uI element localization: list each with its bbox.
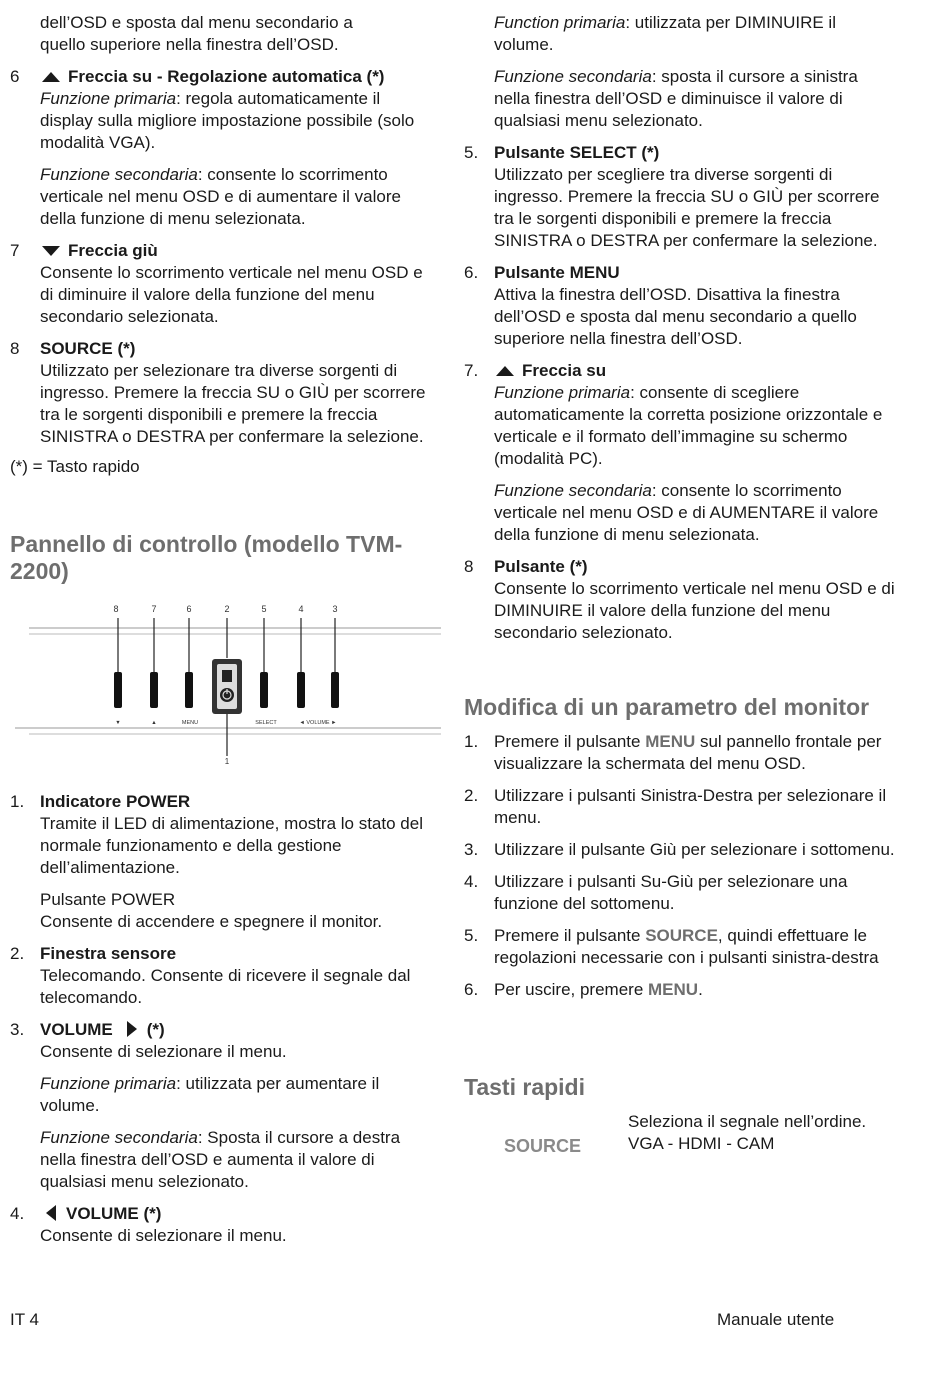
item-title: Freccia su xyxy=(522,361,607,380)
item-number: 4. xyxy=(464,872,479,891)
item-number: 6. xyxy=(464,980,479,999)
arrow-right-icon xyxy=(127,1021,137,1037)
diagram-number: 8 xyxy=(113,604,119,614)
step-highlight: MENU xyxy=(645,732,696,751)
item-title: Pulsante SELECT (*) xyxy=(494,143,660,162)
diagram-label: MENU xyxy=(181,720,199,726)
item-title: Indicatore POWER xyxy=(40,792,191,811)
step-text: , quindi effettuare le regolazioni necessarie con i pulsanti sinistra-destra xyxy=(494,926,879,967)
primary-function-label: Funzione primaria xyxy=(40,89,177,108)
item-number: 7 xyxy=(10,241,20,260)
item-text: Consente di selezionare il menu. xyxy=(40,1042,287,1061)
step-highlight: SOURCE xyxy=(645,926,718,945)
continued-text xyxy=(40,12,440,56)
secondary-function-label: Funzione secondaria xyxy=(494,67,652,86)
arrow-up-icon xyxy=(42,72,60,82)
diagram-number: 4 xyxy=(298,604,304,614)
diagram-number: 7 xyxy=(151,604,157,614)
secondary-function-text: : Sposta il cursore a destra nella finestra dell’OSD e aumenta il valore di qualsiasi menu selezionato. xyxy=(40,1128,401,1191)
step-item xyxy=(464,871,896,915)
item-text: Consente lo scorrimento verticale nel menu OSD e di diminuire il valore della funzione del menu secondario selezionata. xyxy=(40,263,423,326)
item-number: 1. xyxy=(464,732,479,751)
steps-list xyxy=(464,731,896,1011)
hotkey-row xyxy=(464,1111,896,1181)
diagram-label: SELECT xyxy=(255,720,277,726)
primary-function-text: : consente di scegliere automaticamente la corretta posizione orizzontale e verticale e il formato dell’immagine su schermo (modalità PC). xyxy=(494,383,883,468)
volume-right-button-shape xyxy=(331,672,339,708)
step-item xyxy=(464,839,896,861)
item-text: Consente lo scorrimento verticale nel menu OSD e di DIMINUIRE il valore della funzione del menu secondario selezionato. xyxy=(494,579,895,642)
item-title: Finestra sensore xyxy=(40,944,177,963)
item-text: Utilizzato per scegliere tra diverse sorgenti di ingresso. Premere la freccia SU o GIÙ per scorrere tra le sorgenti disponibili e premere la freccia SINISTRA o DESTRA per confermare la selezione. xyxy=(494,165,880,250)
hotkey-description: Seleziona il segnale nell’ordine. VGA - HDMI - CAM xyxy=(628,1112,867,1153)
diagram-label: ▼ xyxy=(115,720,121,726)
item-text: Telecomando. Consente di ricevere il segnale dal telecomando. xyxy=(40,966,411,1007)
secondary-function-text: : sposta il cursore a sinistra nella finestra dell’OSD e diminuisce il valore di qualsiasi menu selezionato. xyxy=(494,67,858,130)
item-text: Consente di selezionare il menu. xyxy=(40,1226,287,1245)
section-heading-modify: Modifica di un parametro del monitor xyxy=(464,694,870,720)
step-text: Premere il pulsante xyxy=(494,926,646,945)
primary-function-text: : regola automaticamente il display sulla migliore impostazione possibile (solo modalità VGA). xyxy=(40,89,415,152)
footer-title: Manuale utente xyxy=(717,1310,835,1329)
diagram-number: 5 xyxy=(261,604,267,614)
step-text: Utilizzare i pulsanti Sinistra-Destra per selezionare il menu. xyxy=(494,786,887,827)
step-item xyxy=(464,925,896,969)
section-heading-control-panel: Pannello di controllo (modello TVM-2200) xyxy=(10,531,403,584)
list-item-1 xyxy=(10,791,435,933)
source-key-label: SOURCE xyxy=(504,1136,582,1156)
step-text: Premere il pulsante xyxy=(494,732,646,751)
item-number: 6. xyxy=(464,263,479,282)
item-number: 3. xyxy=(10,1020,25,1039)
list-item-6 xyxy=(464,262,896,350)
primary-function-label: Function primaria xyxy=(494,13,626,32)
step-text: Per uscire, premere xyxy=(494,980,648,999)
item-title-suffix: (*) xyxy=(146,1020,165,1039)
text-line: dell’OSD e sposta dal menu secondario a xyxy=(40,13,353,32)
list-item-7 xyxy=(464,360,896,546)
page-number: IT 4 xyxy=(10,1310,39,1329)
step-item xyxy=(464,979,896,1001)
step-highlight: MENU xyxy=(648,980,699,999)
item-number: 6 xyxy=(10,67,20,86)
list-item-5 xyxy=(464,142,896,252)
secondary-function-text: : consente lo scorrimento verticale nel menu OSD e di aumentare il valore della funzione di menu selezionata. xyxy=(40,165,401,228)
item-title: VOLUME xyxy=(40,1020,113,1039)
step-text: . xyxy=(698,980,703,999)
primary-function-text: : utilizzata per DIMINUIRE il volume. xyxy=(494,13,836,54)
primary-function-label: Funzione primaria xyxy=(494,383,631,402)
hotkey-note: (*) = Tasto rapido xyxy=(10,457,140,476)
list-item-6 xyxy=(10,66,435,230)
item-text: Consente di accendere e spegnere il monitor. xyxy=(40,912,383,931)
item-title: VOLUME (*) xyxy=(66,1204,162,1223)
item-number: 1. xyxy=(10,792,25,811)
step-item xyxy=(464,785,896,829)
item-text: Utilizzato per selezionare tra diverse sorgenti di ingresso. Premere la freccia SU o GIÙ per scorrere tra le sorgenti disponibili e premere la freccia SINISTRA o DESTRA per confermare la selezione. xyxy=(40,361,426,446)
menu-button-shape xyxy=(185,672,193,708)
step-text: sul pannello frontale per visualizzare la schermata del menu OSD. xyxy=(494,732,882,773)
secondary-function-text: : consente lo scorrimento verticale nel menu OSD e di AUMENTARE il valore della funzione di menu selezionata. xyxy=(494,481,879,544)
item-number: 3. xyxy=(464,840,479,859)
item-title: Freccia su - Regolazione automatica (*) xyxy=(68,67,385,86)
item-number: 8 xyxy=(10,339,20,358)
item-title: Freccia giù xyxy=(68,241,158,260)
arrow-left-icon xyxy=(46,1205,56,1221)
diagram-number: 6 xyxy=(186,604,192,614)
text-line: quello superiore nella finestra dell’OSD. xyxy=(40,35,339,54)
primary-function-text: : utilizzata per aumentare il volume. xyxy=(40,1074,380,1115)
list-item-2 xyxy=(10,943,435,1009)
primary-function-label: Funzione primaria xyxy=(40,1074,177,1093)
list-item-8 xyxy=(10,338,435,448)
up-button-shape xyxy=(150,672,158,708)
diagram-number: 1 xyxy=(224,757,230,766)
item-text: Tramite il LED di alimentazione, mostra lo stato del normale funzionamento e della gestione dell’alimentazione. xyxy=(40,814,423,877)
list-item-8 xyxy=(464,556,896,644)
item-title: SOURCE (*) xyxy=(40,339,136,358)
list-item-3 xyxy=(10,1019,435,1193)
item-title: Pulsante (*) xyxy=(494,557,588,576)
item-text: Attiva la finestra dell’OSD. Disattiva la finestra dell’OSD e sposta dal menu secondario a quello superiore nella finestra dell’OSD. xyxy=(494,285,857,348)
secondary-function-label: Funzione secondaria xyxy=(494,481,652,500)
item-number: 5. xyxy=(464,143,479,162)
down-button-shape xyxy=(114,672,122,708)
item-number: 4. xyxy=(10,1204,25,1223)
select-button-shape xyxy=(260,672,268,708)
power-button-shape xyxy=(212,659,242,714)
diagram-number: 2 xyxy=(224,604,230,614)
item-title: Pulsante MENU xyxy=(494,263,620,282)
item-number: 8 xyxy=(464,557,474,576)
list-item-4 xyxy=(10,1203,435,1247)
section-heading-hotkeys: Tasti rapidi xyxy=(464,1074,585,1100)
item-number: 5. xyxy=(464,926,479,945)
item-number: 2. xyxy=(464,786,479,805)
secondary-function-label: Funzione secondaria xyxy=(40,1128,198,1147)
arrow-down-icon xyxy=(42,246,60,256)
secondary-function-label: Funzione secondaria xyxy=(40,165,198,184)
diagram-label: ▲ xyxy=(151,720,157,726)
diagram-top-numbers xyxy=(113,604,337,614)
diagram-number: 3 xyxy=(332,604,338,614)
diagram-label: ◄ VOLUME ► xyxy=(299,720,337,726)
control-panel-diagram xyxy=(15,598,445,768)
step-item xyxy=(464,731,896,775)
volume-left-button-shape xyxy=(297,672,305,708)
item-number: 7. xyxy=(464,361,479,380)
item-subtitle: Pulsante POWER xyxy=(40,890,176,909)
list-item-7 xyxy=(10,240,435,328)
arrow-up-icon xyxy=(496,366,514,376)
item-number: 2. xyxy=(10,944,25,963)
step-text: Utilizzare il pulsante Giù per selezionare i sottomenu. xyxy=(494,840,895,859)
step-text: Utilizzare i pulsanti Su-Giù per selezionare una funzione del sottomenu. xyxy=(494,872,848,913)
